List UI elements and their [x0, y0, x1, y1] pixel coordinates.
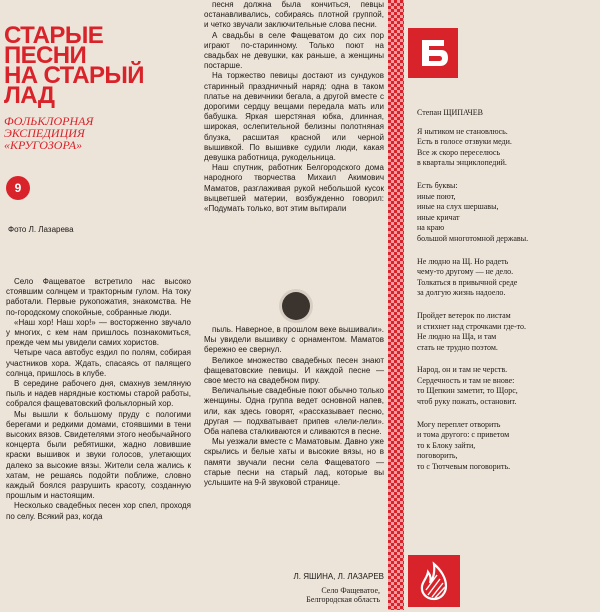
photo-credit: Фото Л. Лазарева [8, 225, 74, 234]
poem-line: иные кричат [417, 212, 460, 222]
article-paragraph: А свадьбы в селе Фащеватом до сих пор играют по-старинному. Только поют на свадьбах не девушки, как раньше, а женщины постарше. [204, 30, 384, 71]
decorative-ornament-strip [388, 0, 404, 610]
poem-line: и тома другого: с приветом [417, 430, 510, 440]
title-line: ПЕСНИ [4, 42, 87, 69]
article-paragraph: В середине рабочего дня, смахнув земляную пыль и надев нарядные костюмы старой работы, собрался фащеватовский фольклорный хор. [6, 379, 191, 409]
article-column-3 [204, 325, 384, 488]
poem-stanza [417, 181, 597, 245]
poem-line: Есть в голосе отзвуки меди. [417, 137, 512, 147]
expedition-subtitle [4, 115, 184, 151]
article-paragraph: Четыре часа автобус ездил по полям, собирая участников хора. Ждать, спасаясь от палящего солнца, пришлось в клубе. [6, 348, 191, 378]
article-paragraph: песня должна была кончиться, певцы останавливались, собираясь плотной группой, и четко звучали заключительные слова песни. [204, 0, 384, 30]
poem-stanza [417, 365, 597, 407]
subtitle-line: ФОЛЬКЛОРНАЯ [4, 114, 94, 128]
article-authors: Л. ЯШИНА, Л. ЛАЗАРЕВ [293, 572, 384, 581]
poem-line: большой многотомной державы. [417, 233, 529, 243]
poem-line: иные поют, [417, 191, 456, 201]
poem [417, 108, 597, 485]
poem-line: чему-то другому — не дело. [417, 267, 514, 277]
flame-emblem-icon [408, 555, 460, 607]
page-title [4, 22, 200, 109]
poem-line: Сердечность и там не внове: [417, 375, 515, 385]
poet-name: Степан ЩИПАЧЕВ [417, 108, 483, 117]
article-paragraph: «Наш хор! Наш хор!» — восторженно звучало у многих, с кем нам пришлось познакомиться, прежде чем мы увидели самих хористов. [6, 317, 191, 348]
title-line: ЛАД [4, 82, 55, 109]
article-place [230, 586, 380, 604]
poem-stanza [417, 127, 597, 169]
poem-line: стать не трудно поэтом. [417, 342, 498, 352]
poem-line: иные на слух шершавы, [417, 202, 499, 212]
poem-line: Пройдет ветерок по листам [417, 310, 511, 320]
krugozor-logo-icon [408, 28, 458, 78]
poem-line: то к Блоку зайти, [417, 440, 476, 450]
poem-line: чтоб руку пожать, остановит. [417, 397, 517, 407]
poem-line: Все ж скоро переселюсь [417, 147, 501, 157]
poem-line: поговорить, [417, 451, 458, 461]
poem-line: и стихнет над строчками где-то. [417, 321, 527, 331]
poem-line: Народ, он и там не черств. [417, 365, 508, 375]
poem-line: то с Тютчевым поговорить. [417, 462, 511, 472]
article-paragraph: Мы вышли к большому пруду с пологими берегами и редкими домами, стоявшими в тени высоких вязов. Свидетелями этого необычайного концерта были ребятишки, жадно ловившие краски вышивок и звуки голосов, улетающих далеко за высокие вязы. Жители села жались к хатам, не решаясь подойти поближе, словно каждый боялся разрушить красоту, созданную прошлым и настоящим. [6, 409, 191, 501]
poem-stanza [417, 311, 597, 353]
poem-line: Могу переплет отворить [417, 419, 501, 429]
article-paragraph: Мы уезжали вместе с Маматовым. Давно уже скрылись и белые хаты и высокие вязы, но в памяти звучали песни села Фащеватого — старые песни на старый лад, которые вы услышите на 9-й звуковой странице. [204, 437, 384, 488]
poem-line: за долгую жизнь надоело. [417, 288, 506, 298]
poem-line: Не людно на Ща, и там [417, 332, 497, 342]
poem-line: Есть буквы: [417, 180, 458, 190]
article-paragraph: Наш спутник, работник Белгородского дома народного творчества Михаил Акимович Маматов, разглаживая рукой небольшой кусок выцветшей материи, возбужденно говорил: «Подумать только, вот этим вытирали [204, 163, 384, 214]
title-line: НА СТАРЫЙ [4, 62, 144, 89]
poem-line: на краю [417, 223, 445, 233]
article-paragraph: Село Фащеватое встретило нас высоко стоявшим солнцем и тракторным гулом. На току работали. Первые рукопожатия, знакомства. Не по-городскому спокойные, собранные люди. [6, 277, 191, 317]
article-column-2 [204, 0, 384, 214]
poem-line: в кварталы энциклопедий. [417, 158, 507, 168]
poem-line: Я нытиком не становлюсь. [417, 126, 508, 136]
place-line: Белгородская область [306, 595, 380, 604]
subtitle-line: «КРУГОЗОРА» [4, 138, 83, 152]
record-spindle-hole [282, 292, 310, 320]
article-paragraph: На торжество певицы достают из сундуков старинный праздничный наряд: одна в таком платье на девичники бегала, а другой вместе с дорогими сердцу вещами передала мать или бабушка. Яркая шерстяная юбка, длинная, широкая, ослепительной белизны полотняная блузка, расшитая красной или черной вышивкой. По вышивке судили люди, какая девушка работница, рукодельница. [204, 71, 384, 163]
page-number-badge: 9 [6, 176, 30, 200]
article-paragraph: Величальные свадебные поют обычно только женщины. Одна группа ведет основной напев, или, как здесь говорят, «рассказывает песню, другая — подхватывает припев «лели-лели». Оба напева сталкиваются и сливаются в песне. [204, 386, 384, 437]
article-paragraph: Великое множество свадебных песен знают фащеватовские певицы. И каждой песне — свое место на свадебном пиру. [204, 355, 384, 386]
poem-stanza [417, 257, 597, 299]
article-paragraph: Несколько свадебных песен хор спел, проходя по селу. Всякий раз, когда [6, 501, 191, 521]
poem-stanza [417, 420, 597, 473]
place-line: Село Фащеватое, [321, 586, 380, 595]
poem-line: Толкаться в привычной среде [417, 277, 518, 287]
article-column-1 [6, 277, 191, 522]
poem-line: Не людно на Щ. Но радеть [417, 256, 509, 266]
poem-line: то Щепкин заметит, то Щорс, [417, 386, 518, 396]
subtitle-line: ЭКСПЕДИЦИЯ [4, 126, 85, 140]
title-line: СТАРЫЕ [4, 22, 104, 49]
article-paragraph: пыль. Наверное, в прошлом веке вышивали». Мы увидели вышивку с орнаментом. Маматов бережно ее свернул. [204, 325, 384, 355]
